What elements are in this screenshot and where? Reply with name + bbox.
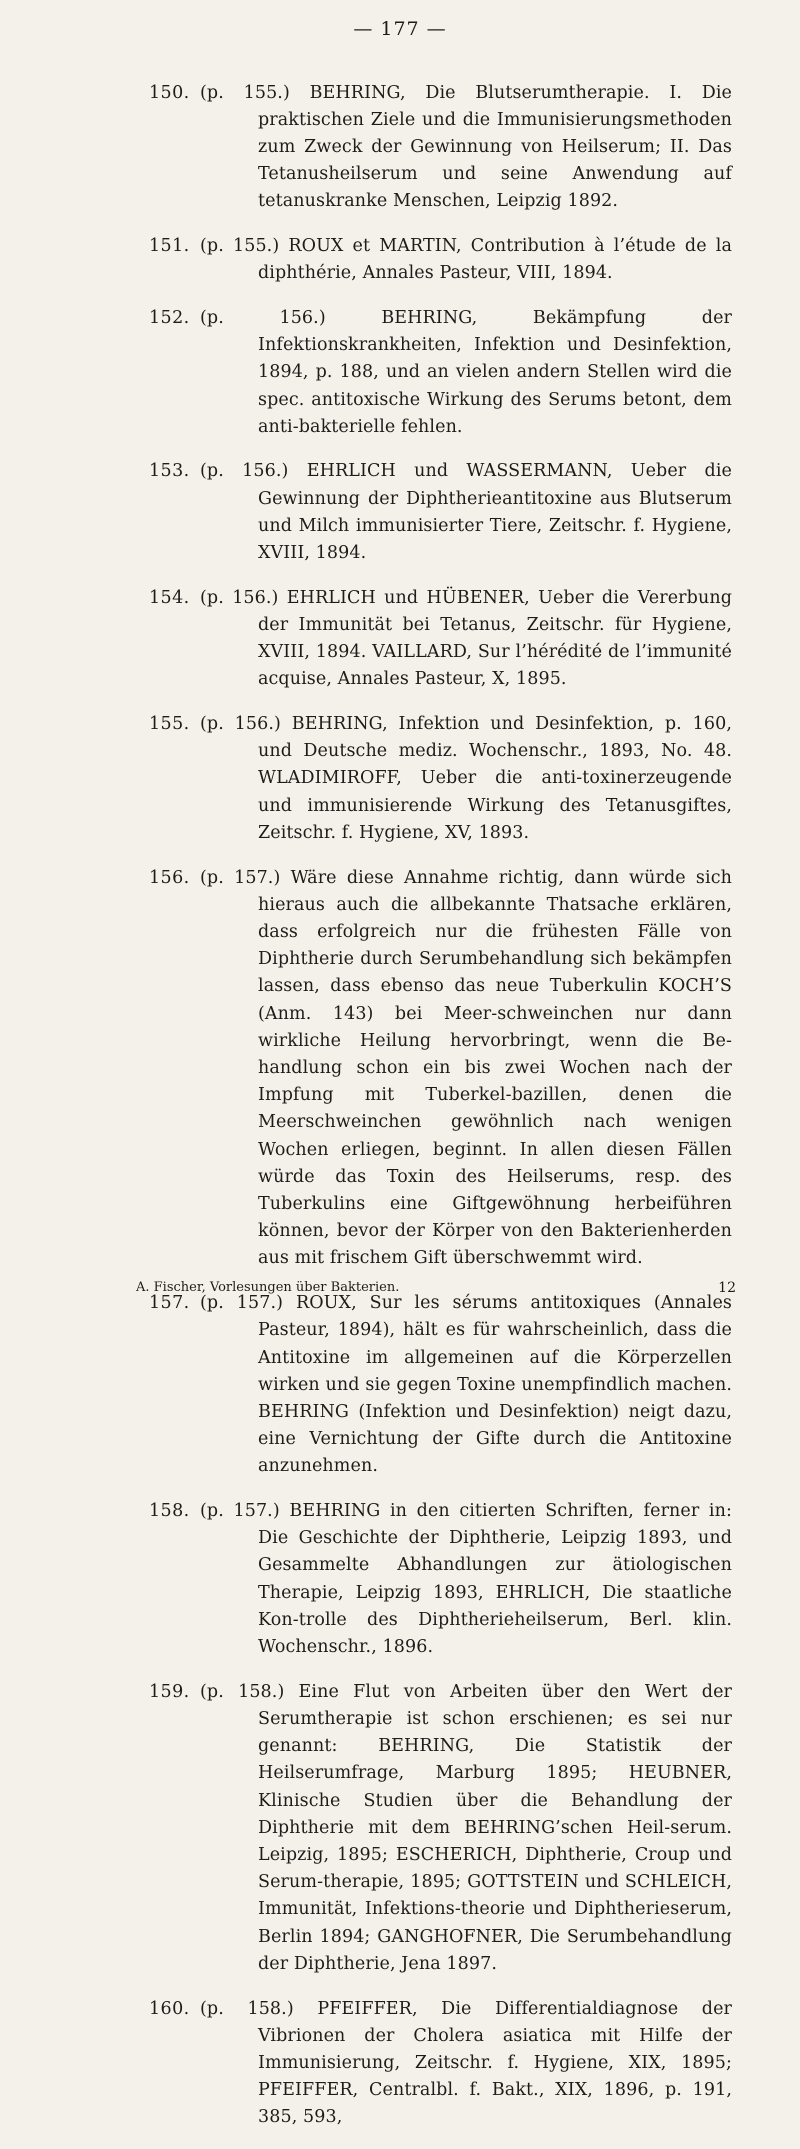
reference-item [150,585,732,694]
reference-number: 154. [149,587,190,608]
reference-number: 156. [149,867,190,888]
reference-item [150,305,732,441]
reference-item [150,458,732,567]
reference-item [150,1996,732,2132]
reference-text: (p. 158.) PFEIFFER, Die Differentialdiagnose der Vibrionen der Cholera asiatica mit Hilfe der Immunisierung, Zeitschr. f. Hygiene, XIX, 1895; PFEIFFER, Centralbl. f. Bakt., XIX, 1896, p. 191, 385, 593, [200,1998,732,2128]
reference-text: (p. 156.) EHRLICH und HÜBENER, Ueber die Vererbung der Immunität bei Tetanus, Zeitschr. für Hygiene, XVIII, 1894. VAILLARD, Sur l’hérédité de l’immunité acquise, Annales Pasteur, X, 1895. [200,587,732,690]
reference-number: 152. [149,307,190,328]
reference-number: 158. [149,1501,190,1522]
reference-number: 160. [149,1998,190,2019]
reference-item [150,233,732,287]
reference-item [150,865,732,1273]
reference-number: 151. [149,236,190,257]
reference-text: (p. 156.) EHRLICH und WASSERMANN, Ueber die Gewinnung der Diphtherieantitoxine aus Blutserum und Milch immunisierter Tiere, Zeitschr. f. Hygiene, XVIII, 1894. [200,461,732,564]
reference-item [150,80,732,216]
reference-text: (p. 156.) BEHRING, Infektion und Desinfektion, p. 160, und Deutsche mediz. Wochenschr., 1893, No. 48. WLADIMIROFF, Ueber die anti-toxinerzeugende und immunisierende Wirkung des Tetanusgiftes, Zeitschr. f. Hygiene, XV, 1893. [200,714,732,843]
reference-text: (p. 157.) ROUX, Sur les sérums antitoxiques (Annales Pasteur, 1894), hält es für wahrscheinlich, dass die Antitoxine im allgemeinen auf die Körperzellen wirken und sie gegen Toxine unempfindlich machen. BEHRING (Infektion und Desinfektion) neigt dazu, eine Vernichtung der Gifte durch die Antitoxine anzunehmen. [200,1293,732,1477]
reference-text: (p. 158.) Eine Flut von Arbeiten über den Wert der Serumtherapie ist schon erschienen; es sei nur genannt: BEHRING, Die Statistik der Heilserumfrage, Marburg 1895; HEUBNER, Klinische Studien über die Behandlung der Diphtherie mit dem BEHRING’schen Heil-serum. Leipzig, 1895; ESCHERICH, Diphtherie, Croup und Serum-therapie, 1895; GOTTSTEIN und SCHLEICH, Immunität, Infektions-theorie und Diphtherieserum, Berlin 1894; GANGHOFNER, Die Serumbehandlung der Diphtherie, Jena 1897. [200,1681,732,1974]
reference-number: 157. [149,1293,190,1314]
reference-text: (p. 155.) BEHRING, Die Blutserumtherapie. I. Die praktischen Ziele und die Immunisierungsmethoden zum Zweck der Gewinnung von Heilserum; II. Das Tetanusheilserum und seine Anwendung auf tetanuskranke Menschen, Leipzig 1892. [200,82,732,212]
reference-text: (p. 157.) Wäre diese Annahme richtig, dann würde sich hieraus auch die allbekannte Thatsache erklären, dass erfolgreich nur die frühesten Fälle von Diphtherie durch Serumbehandlung sich bekämpfen lassen, dass ebenso das neue Tuberkulin KOCH’S (Anm. 143) bei Meer-schweinchen nur dann wirkliche Heilung hervorbringt, wenn die Be-handlung schon ein bis zwei Wochen nach der Impfung mit Tuberkel-bazillen, denen die Meerschweinchen gewöhnlich nach wenigen Wochen erliegen, beginnt. In allen diesen Fällen würde das Toxin des Heilserums, resp. des Tuberkulins eine Giftgewöhnung herbeiführen können, bevor der Körper von den Bakterienherden aus mit frischem Gift überschwemmt wird. [200,867,732,1269]
reference-list [150,62,732,2149]
reference-number: 155. [149,714,190,735]
reference-number: 153. [149,461,190,482]
reference-text: (p. 155.) ROUX et MARTIN, Contribution à l’étude de la diphthérie, Annales Pasteur, VIII, 1894. [200,236,732,284]
reference-item [150,1498,732,1661]
reference-text: (p. 157.) BEHRING in den citierten Schriften, ferner in: Die Geschichte der Diphtherie, Leipzig 1893, und Gesammelte Abhandlungen zur ätiologischen Therapie, Leipzig 1893, EHRLICH, Die staatliche Kon-trolle des Diphtherieheilserum, Berl. klin. Wochenschr., 1896. [200,1501,732,1658]
page-number-header: — 177 — [353,18,447,40]
page-footer [136,1280,736,1295]
reference-text: (p. 156.) BEHRING, Bekämpfung der Infektionskrankheiten, Infektion und Desinfektion, 1894, p. 188, und an vielen andern Stellen wird die spec. antitoxische Wirkung des Serums betont, dem anti-bakterielle fehlen. [200,307,732,437]
reference-item [150,1679,732,1978]
reference-item [150,711,732,847]
printer-signature: A. Fischer, Vorlesungen über Bakterien. [136,1280,400,1295]
reference-number: 150. [149,82,190,103]
sheet-number: 12 [718,1280,736,1296]
reference-item [150,1290,732,1480]
reference-number: 159. [149,1681,190,1702]
